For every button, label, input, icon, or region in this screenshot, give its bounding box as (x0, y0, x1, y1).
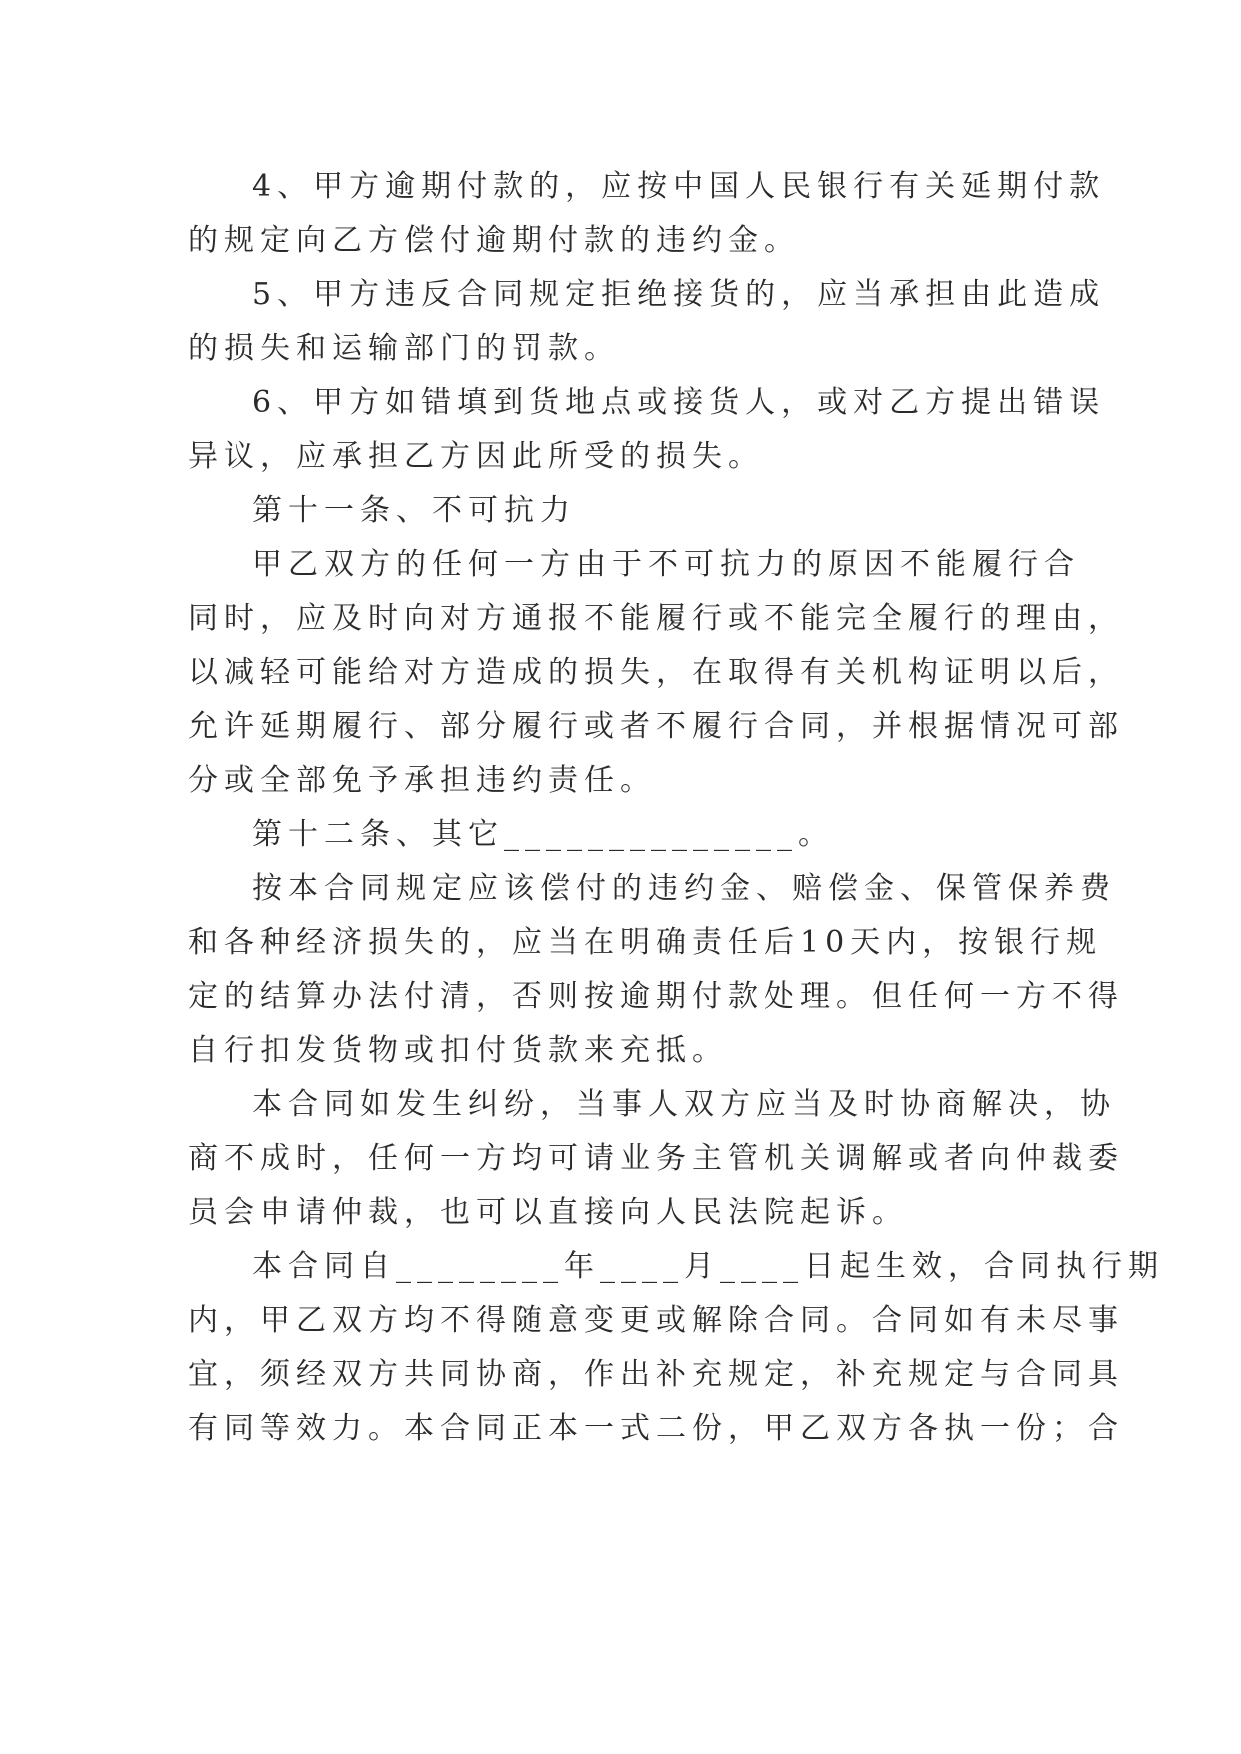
dispute-line-1: 本合同如发生纠纷，当事人双方应当及时协商解决，协 (252, 1087, 1116, 1122)
dispute-line-3: 员会申请仲裁，也可以直接向人民法院起诉。 (188, 1195, 908, 1230)
force-majeure-line-5: 分或全部免予承担违约责任。 (188, 763, 656, 798)
compensation-line-4: 自行扣发货物或扣付货款来充抵。 (188, 1033, 728, 1068)
force-majeure-line-1: 甲乙双方的任何一方由于不可抗力的原因不能履行合 (252, 547, 1080, 582)
clause-6-line-1: 6、甲方如错填到货地点或接货人，或对乙方提出错误 (252, 385, 1106, 420)
clause-5-line-2: 的损失和运输部门的罚款。 (188, 331, 620, 366)
compensation-line-3: 定的结算办法付清，否则按逾期付款处理。但任何一方不得 (188, 979, 1124, 1014)
effective-line-2: 内，甲乙双方均不得随意变更或解除合同。合同如有未尽事 (188, 1303, 1124, 1338)
article-12-heading: 第十二条、其它______________。 (252, 817, 834, 852)
effective-line-4: 有同等效力。本合同正本一式二份，甲乙双方各执一份；合 (188, 1411, 1124, 1446)
force-majeure-line-4: 允许延期履行、部分履行或者不履行合同，并根据情况可部 (188, 709, 1124, 744)
effective-line-1: 本合同自________年____月____日起生效，合同执行期 (252, 1249, 1164, 1284)
dispute-line-2: 商不成时，任何一方均可请业务主管机关调解或者向仲裁委 (188, 1141, 1124, 1176)
effective-line-3: 宜，须经双方共同协商，作出补充规定，补充规定与合同具 (188, 1357, 1124, 1392)
compensation-line-1: 按本合同规定应该偿付的违约金、赔偿金、保管保养费 (252, 871, 1116, 906)
clause-4-line-2: 的规定向乙方偿付逾期付款的违约金。 (188, 223, 800, 258)
document-body (188, 160, 1164, 1456)
clause-5-line-1: 5、甲方违反合同规定拒绝接货的，应当承担由此造成 (252, 277, 1106, 312)
force-majeure-line-2: 同时，应及时向对方通报不能履行或不能完全履行的理由， (188, 601, 1124, 636)
article-11-heading: 第十一条、不可抗力 (252, 493, 576, 528)
compensation-line-2: 和各种经济损失的，应当在明确责任后10天内，按银行规 (188, 925, 1103, 960)
clause-4-line-1: 4、甲方逾期付款的，应按中国人民银行有关延期付款 (252, 169, 1106, 204)
force-majeure-line-3: 以减轻可能给对方造成的损失，在取得有关机构证明以后， (188, 655, 1124, 690)
clause-6-line-2: 异议，应承担乙方因此所受的损失。 (188, 439, 764, 474)
